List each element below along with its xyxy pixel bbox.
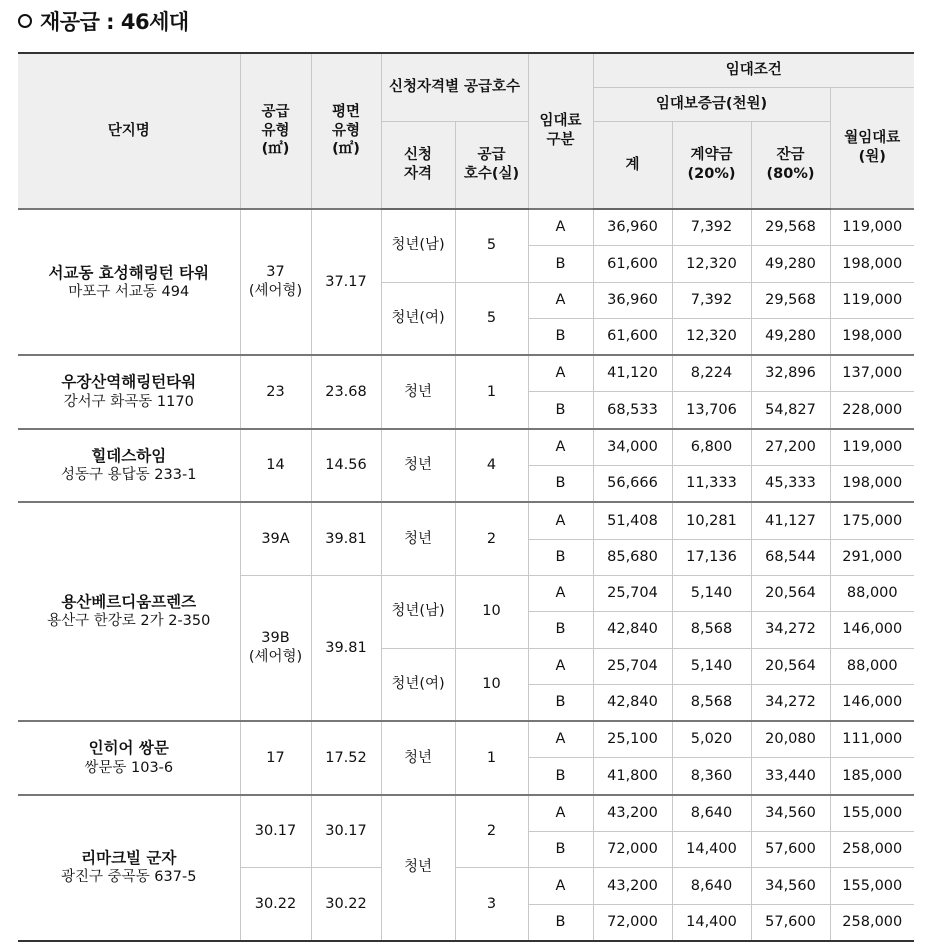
contract-cell: 8,640: [672, 868, 751, 904]
qualification-cell: 청년(남): [381, 209, 455, 282]
deposit-total-cell: 51,408: [593, 502, 672, 539]
table-row: [18, 502, 914, 539]
supply-type-cell: [240, 795, 311, 868]
header-units: 공급 호수(실): [455, 122, 528, 210]
header-contract: 계약금 (20%): [672, 122, 751, 210]
complex-address: 쌍문동 103-6: [84, 759, 174, 776]
header-deposit: 임대보증금(천원): [593, 88, 830, 122]
monthly-rent-cell: 119,000: [830, 209, 914, 246]
supply-type-cell: [240, 355, 311, 429]
header-supply-type: 공급 유형 (㎡): [240, 53, 311, 209]
deposit-total-cell: 85,680: [593, 539, 672, 575]
rent-class-cell: B: [528, 318, 593, 355]
rent-class-cell: B: [528, 539, 593, 575]
qualification-cell: 청년: [381, 795, 455, 941]
supply-type-text: 23: [266, 383, 285, 400]
area-type-cell: 30.22: [311, 868, 381, 941]
contract-cell: 13,706: [672, 392, 751, 429]
complex-name: 용산베르디움프렌즈: [61, 593, 197, 612]
supply-type-cell: [240, 721, 311, 795]
qualification-cell: 청년(남): [381, 575, 455, 648]
monthly-rent-cell: 146,000: [830, 684, 914, 721]
area-type-cell: 39.81: [311, 575, 381, 721]
rent-class-cell: A: [528, 502, 593, 539]
contract-cell: 7,392: [672, 209, 751, 246]
contract-cell: 11,333: [672, 466, 751, 503]
header-balance: 잔금 (80%): [751, 122, 830, 210]
balance-cell: 32,896: [751, 355, 830, 392]
supply-type-text: (셰어형): [248, 283, 303, 300]
table-row: [18, 209, 914, 246]
rent-class-cell: B: [528, 392, 593, 429]
monthly-rent-cell: 155,000: [830, 868, 914, 904]
supply-type-text: 37: [266, 264, 285, 281]
monthly-rent-cell: 137,000: [830, 355, 914, 392]
complex-name-cell: [18, 721, 240, 795]
balance-cell: 54,827: [751, 392, 830, 429]
contract-cell: 8,640: [672, 795, 751, 832]
supply-type-text: 39B: [261, 630, 290, 647]
units-cell: 1: [455, 355, 528, 429]
complex-name: 힐데스하임: [91, 447, 167, 466]
balance-cell: 34,560: [751, 795, 830, 832]
rent-class-cell: B: [528, 246, 593, 282]
header-conditions: 임대조건: [593, 53, 914, 88]
deposit-total-cell: 42,840: [593, 684, 672, 721]
header-qualification: 신청 자격: [381, 122, 455, 210]
rent-class-cell: A: [528, 355, 593, 392]
supply-type-cell: [240, 868, 311, 941]
balance-cell: 49,280: [751, 318, 830, 355]
monthly-rent-cell: 88,000: [830, 648, 914, 684]
balance-cell: 29,568: [751, 209, 830, 246]
area-type-cell: 37.17: [311, 209, 381, 355]
contract-cell: 10,281: [672, 502, 751, 539]
complex-address: 용산구 한강로 2가 2-350: [47, 613, 211, 630]
rent-class-cell: B: [528, 684, 593, 721]
complex-name-cell: [18, 502, 240, 721]
header-monthly: 월임대료 (원): [830, 88, 914, 210]
supply-type-cell: [240, 502, 311, 575]
supply-type-text: 17: [266, 749, 285, 766]
rent-class-cell: B: [528, 904, 593, 941]
units-cell: 5: [455, 209, 528, 282]
units-cell: 10: [455, 648, 528, 721]
balance-cell: 34,272: [751, 684, 830, 721]
balance-cell: 20,080: [751, 721, 830, 758]
units-cell: 1: [455, 721, 528, 795]
supply-type-text: 30.17: [254, 823, 297, 840]
qualification-cell: 청년: [381, 502, 455, 575]
monthly-rent-cell: 258,000: [830, 832, 914, 868]
balance-cell: 34,560: [751, 868, 830, 904]
deposit-total-cell: 43,200: [593, 868, 672, 904]
rent-class-cell: B: [528, 832, 593, 868]
section-title-text: 재공급 : 46세대: [40, 10, 189, 34]
supply-type-text: 30.22: [254, 895, 297, 912]
supply-table: [18, 52, 914, 942]
section-title: [18, 6, 189, 36]
contract-cell: 6,800: [672, 429, 751, 466]
balance-cell: 20,564: [751, 648, 830, 684]
table-row: [18, 355, 914, 392]
complex-address: 광진구 중곡동 637-5: [61, 869, 197, 886]
rent-class-cell: B: [528, 466, 593, 503]
monthly-rent-cell: 119,000: [830, 429, 914, 466]
area-type-cell: 30.17: [311, 795, 381, 868]
monthly-rent-cell: 198,000: [830, 246, 914, 282]
monthly-rent-cell: 146,000: [830, 612, 914, 648]
deposit-total-cell: 72,000: [593, 832, 672, 868]
complex-name-cell: [18, 795, 240, 941]
units-cell: 2: [455, 502, 528, 575]
monthly-rent-cell: 228,000: [830, 392, 914, 429]
contract-cell: 8,568: [672, 684, 751, 721]
rent-class-cell: B: [528, 612, 593, 648]
qualification-cell: 청년(여): [381, 648, 455, 721]
supply-type-cell: [240, 575, 311, 721]
complex-name-cell: [18, 209, 240, 355]
balance-cell: 20,564: [751, 575, 830, 611]
deposit-total-cell: 25,704: [593, 648, 672, 684]
monthly-rent-cell: 88,000: [830, 575, 914, 611]
supply-type-cell: [240, 209, 311, 355]
contract-cell: 12,320: [672, 318, 751, 355]
complex-address: 성동구 용답동 233-1: [61, 467, 197, 484]
complex-address: 마포구 서교동 494: [68, 283, 190, 300]
complex-name-cell: [18, 429, 240, 503]
deposit-total-cell: 68,533: [593, 392, 672, 429]
supply-type-text: 39A: [261, 530, 290, 547]
deposit-total-cell: 72,000: [593, 904, 672, 941]
complex-name: 인히어 쌍문: [88, 739, 169, 758]
supply-type-text: (셰어형): [248, 649, 303, 666]
contract-cell: 17,136: [672, 539, 751, 575]
monthly-rent-cell: 258,000: [830, 904, 914, 941]
qualification-cell: 청년: [381, 721, 455, 795]
deposit-total-cell: 25,100: [593, 721, 672, 758]
rent-class-cell: B: [528, 758, 593, 795]
table-row: [18, 721, 914, 758]
deposit-total-cell: 43,200: [593, 795, 672, 832]
rent-class-cell: A: [528, 721, 593, 758]
rent-class-cell: A: [528, 795, 593, 832]
deposit-total-cell: 41,800: [593, 758, 672, 795]
table-header: [18, 53, 914, 209]
contract-cell: 5,140: [672, 575, 751, 611]
contract-cell: 8,568: [672, 612, 751, 648]
balance-cell: 68,544: [751, 539, 830, 575]
circle-bullet-icon: [18, 14, 32, 28]
complex-name: 우장산역해링턴타워: [61, 373, 197, 392]
monthly-rent-cell: 198,000: [830, 466, 914, 503]
header-total: 계: [593, 122, 672, 210]
monthly-rent-cell: 119,000: [830, 282, 914, 318]
balance-cell: 57,600: [751, 904, 830, 941]
header-rent-class: 임대료 구분: [528, 53, 593, 209]
contract-cell: 5,140: [672, 648, 751, 684]
deposit-total-cell: 34,000: [593, 429, 672, 466]
deposit-total-cell: 41,120: [593, 355, 672, 392]
balance-cell: 34,272: [751, 612, 830, 648]
header-by-qualification: 신청자격별 공급호수: [381, 53, 528, 122]
header-complex: 단지명: [18, 53, 240, 209]
rent-class-cell: A: [528, 282, 593, 318]
deposit-total-cell: 61,600: [593, 318, 672, 355]
monthly-rent-cell: 111,000: [830, 721, 914, 758]
balance-cell: 49,280: [751, 246, 830, 282]
units-cell: 2: [455, 795, 528, 868]
complex-address: 강서구 화곡동 1170: [63, 393, 194, 410]
table-row: [18, 429, 914, 466]
contract-cell: 7,392: [672, 282, 751, 318]
complex-name: 서교동 효성해링턴 타워: [48, 263, 210, 282]
monthly-rent-cell: 291,000: [830, 539, 914, 575]
rent-class-cell: A: [528, 209, 593, 246]
complex-name: 리마크빌 군자: [81, 849, 177, 868]
contract-cell: 8,360: [672, 758, 751, 795]
units-cell: 10: [455, 575, 528, 648]
contract-cell: 8,224: [672, 355, 751, 392]
header-area-type: 평면 유형 (㎡): [311, 53, 381, 209]
deposit-total-cell: 61,600: [593, 246, 672, 282]
units-cell: 3: [455, 868, 528, 941]
monthly-rent-cell: 185,000: [830, 758, 914, 795]
rent-class-cell: A: [528, 648, 593, 684]
table-row: [18, 795, 914, 832]
qualification-cell: 청년: [381, 355, 455, 429]
qualification-cell: 청년: [381, 429, 455, 503]
contract-cell: 14,400: [672, 904, 751, 941]
rent-class-cell: A: [528, 868, 593, 904]
deposit-total-cell: 42,840: [593, 612, 672, 648]
contract-cell: 5,020: [672, 721, 751, 758]
area-type-cell: 39.81: [311, 502, 381, 575]
balance-cell: 57,600: [751, 832, 830, 868]
deposit-total-cell: 36,960: [593, 209, 672, 246]
units-cell: 5: [455, 282, 528, 355]
balance-cell: 29,568: [751, 282, 830, 318]
balance-cell: 27,200: [751, 429, 830, 466]
balance-cell: 45,333: [751, 466, 830, 503]
supply-type-cell: [240, 429, 311, 503]
deposit-total-cell: 56,666: [593, 466, 672, 503]
table-body: [18, 209, 914, 941]
area-type-cell: 23.68: [311, 355, 381, 429]
area-type-cell: 17.52: [311, 721, 381, 795]
qualification-cell: 청년(여): [381, 282, 455, 355]
monthly-rent-cell: 198,000: [830, 318, 914, 355]
contract-cell: 12,320: [672, 246, 751, 282]
monthly-rent-cell: 175,000: [830, 502, 914, 539]
contract-cell: 14,400: [672, 832, 751, 868]
supply-type-text: 14: [266, 457, 285, 474]
rent-class-cell: A: [528, 575, 593, 611]
area-type-cell: 14.56: [311, 429, 381, 503]
units-cell: 4: [455, 429, 528, 503]
complex-name-cell: [18, 355, 240, 429]
balance-cell: 41,127: [751, 502, 830, 539]
deposit-total-cell: 36,960: [593, 282, 672, 318]
rent-class-cell: A: [528, 429, 593, 466]
deposit-total-cell: 25,704: [593, 575, 672, 611]
monthly-rent-cell: 155,000: [830, 795, 914, 832]
balance-cell: 33,440: [751, 758, 830, 795]
